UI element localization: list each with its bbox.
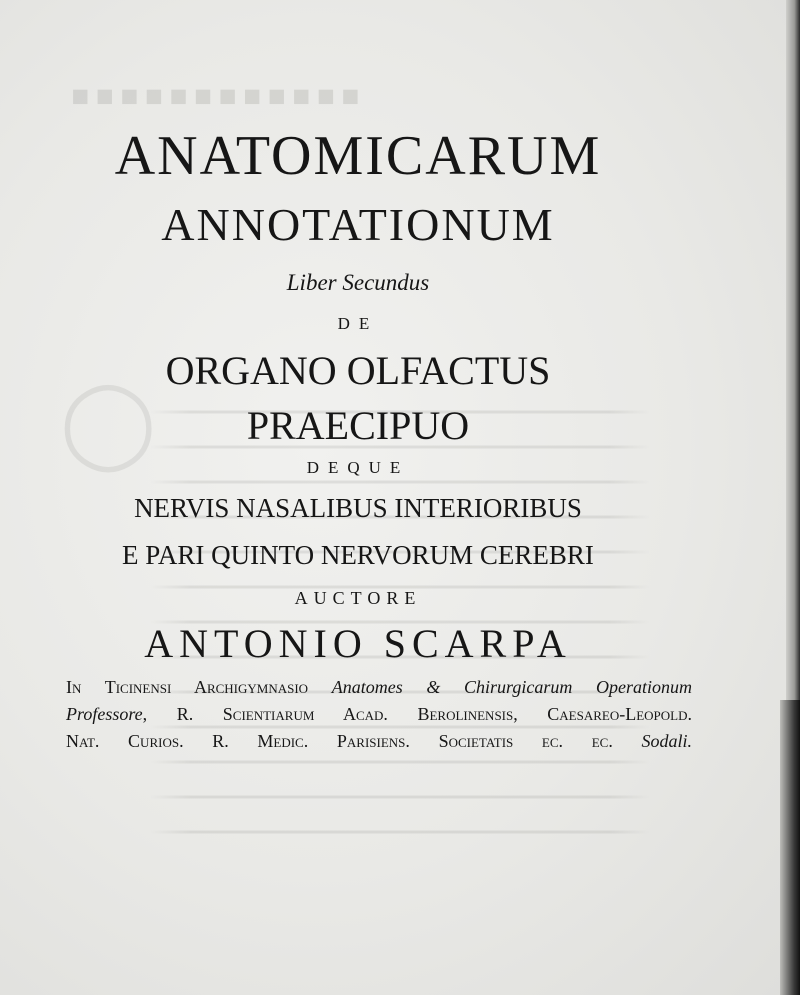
affiliation-line-3-italic: Sodali.	[641, 731, 693, 751]
page-edge-shadow-lower	[780, 700, 800, 995]
affiliation-line-1	[66, 678, 692, 696]
nerves-line-2: E PARI QUINTO NERVORUM CEREBRI	[122, 540, 594, 570]
affiliation-line-2-italic: Professore	[66, 704, 143, 724]
organ-line-2: PRAECIPUO	[246, 403, 470, 448]
title-line-1: ANATOMICARUM	[114, 125, 602, 187]
affiliation-line-2-roman: , R. Scientiarum Acad. Berolinensis, Caesareo-Leopold.	[142, 704, 692, 724]
affiliation-line-2	[66, 705, 692, 723]
show-through-initial: ◯	[60, 374, 157, 470]
nerves-line-1: NERVIS NASALIBUS INTERIORIBUS	[134, 493, 582, 523]
subtitle: Liber Secundus	[286, 270, 430, 295]
affiliation-line-3	[66, 732, 692, 750]
deque-word: DEQUE	[306, 458, 410, 477]
de-word: DE	[337, 314, 379, 333]
affiliation-line-3-roman: Nat. Curios. R. Medic. Parisiens. Societatis ec. ec.	[66, 731, 613, 751]
affiliation-line-1-italic: Anatomes & Chirurgicarum Operationum	[331, 677, 692, 697]
show-through-text: ▪▪▪▪▪▪▪▪▪▪▪▪	[70, 63, 365, 128]
organ-line-1: ORGANO OLFACTUS	[165, 348, 551, 393]
author-name: ANTONIO SCARPA	[144, 621, 572, 666]
affiliation-line-1-roman: In Ticinensi Archigymnasio	[66, 677, 309, 697]
title-line-2: ANNOTATIONUM	[161, 199, 555, 250]
auctore-word: AUCTORE	[294, 588, 422, 608]
